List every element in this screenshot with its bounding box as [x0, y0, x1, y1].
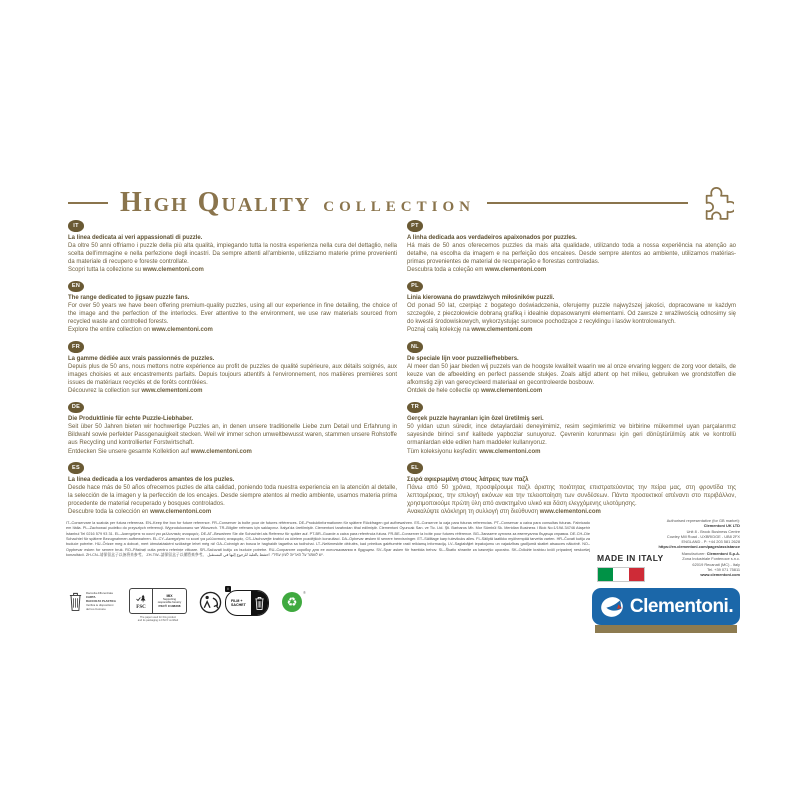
language-badge-it: IT	[68, 220, 84, 232]
block-heading: La linea dedicata ai veri appassionati di puzzle.	[68, 234, 203, 241]
website-url: www.clementoni.com	[150, 509, 212, 516]
link-prefix: Découvrez la collection sur	[68, 388, 142, 394]
website-url: www.clementoni.com	[481, 388, 543, 394]
website-url: www.clementoni.com	[141, 388, 203, 394]
manufacturer-block	[650, 551, 740, 577]
language-block-pt	[407, 220, 736, 275]
block-body: Od ponad 50 lat, czerpiąc z bogatego doświadczenia, oferujemy puzzle najwyższej jakości, dopracowane w każdym szczególe, z pieczołowicie dobraną grafiką i idealnie dopasowanymi elementami. Od zawsze z wrażliwością odnosimy się do kwestii środowiskowych, wykorzystując surowce pochodzące z recyklingu i lasów kontrolowanych.	[407, 303, 736, 326]
uk-representative-block	[596, 518, 740, 550]
fsc-logo	[129, 588, 187, 614]
language-badge-tr: TR	[407, 402, 423, 414]
manufacturer-line: 62019 Recanati (MC) - Italy	[692, 561, 740, 567]
film-sachet-text: FILM + SACHET	[231, 598, 246, 607]
header	[68, 182, 734, 224]
language-block-en	[68, 281, 397, 336]
block-link-line	[68, 448, 397, 457]
title-sub: COLLECTION	[323, 199, 475, 215]
language-badge-en: EN	[68, 281, 84, 293]
manufacturer-line: Zona Industriale Fontenoce s.n.c.	[682, 556, 740, 562]
website-url: www.clementoni.com	[151, 327, 213, 334]
sorting-bin-icon	[251, 591, 268, 615]
language-column-left	[68, 220, 397, 523]
uk-rep-name: Clementoni UK LTD	[703, 523, 740, 529]
language-columns	[68, 220, 736, 523]
block-body: Πάνω από 50 χρόνια, προσφέρουμε παζλ άριστης ποιότητας επιστρατεύοντας την πείρα μας, στη φροντίδα της λεπτομέρειας, την επιλογή εικόνων και την τελειοποίηση των συνδέσεων. Πάντα προσεκτικοί απέναντι στο περιβάλλον, χρησιμοποιούμε πρώτη ύλη από ανακτημένο υλικό και δάση ελεγχόμενης υλοτόμησης.	[407, 484, 736, 508]
italy-flag	[597, 567, 645, 582]
link-prefix: Entdecken Sie unsere gesamte Kollektion auf	[68, 448, 191, 455]
website-url: www.clementoni.com	[479, 448, 541, 455]
block-body: Desde hace más de 50 años ofrecemos puzles de alta calidad, poniendo toda nuestra experiencia en la atención al detalle, la selección de la imagen y la perfección de los encajes. Desde siempre atentos al medio ambiente, usamos materia prima procedente de material recuperado y bosques controlados.	[68, 484, 397, 508]
fsc-acronym: FSC	[136, 604, 146, 610]
link-prefix: Poznaj całą kolekcję na	[407, 327, 472, 334]
website-url: www.clementoni.com	[142, 266, 204, 273]
fsc-license-code: FSC® C108308	[158, 604, 181, 608]
film-sachet-label	[225, 590, 269, 616]
language-badge-es: ES	[68, 462, 84, 474]
block-link-line	[407, 508, 736, 517]
link-prefix: Ανακαλύψτε ολόκληρη τη συλλογή στη διεύθυνση	[407, 509, 540, 516]
website-url: www.clementoni.com	[539, 509, 601, 516]
language-column-right	[407, 220, 736, 523]
language-block-it	[68, 220, 397, 275]
block-link-line	[407, 326, 736, 335]
block-heading: The range dedicated to jigsaw puzzle fans.	[68, 295, 190, 302]
fsc-mix-label: MIX	[166, 594, 173, 598]
manufacturer-prefix: Manufacturer:	[681, 551, 707, 556]
triman-icon	[199, 591, 222, 614]
flag-white-stripe	[613, 568, 628, 581]
website-url: www.clementoni.com	[485, 266, 547, 273]
fsc-tagline: responsible forestry	[157, 601, 182, 604]
block-link-line	[407, 448, 736, 457]
flag-green-stripe	[598, 568, 613, 581]
block-body: Da oltre 50 anni offriamo i puzzle della più alta qualità, impiegando tutta la nostra esperienza nella cura del dettaglio, nella scelta dell'immagine e nella perfezione degli incastri. Da sempre attenti all'ambiente, utilizziamo materie prime provenienti da materiale di recupero e foreste controllate.	[68, 242, 397, 265]
flag-red-stripe	[629, 568, 644, 581]
language-block-es	[68, 462, 397, 517]
manufacturer-line: Tel. +39 071 75811	[707, 566, 740, 572]
link-prefix: Scopri tutta la collezione su	[68, 266, 143, 273]
block-link-line	[68, 326, 397, 335]
uk-rep-line: Unit 8 - Brook Business Centre	[686, 528, 740, 534]
logo-olive-bar	[595, 625, 737, 633]
uk-rep-line: ENGLAND - P: +44 203 581 2628	[681, 539, 740, 545]
block-heading: Linia kierowana do prawdziwych miłośników puzzli.	[407, 295, 555, 302]
language-badge-el: EL	[407, 462, 423, 474]
block-link-line	[407, 266, 736, 275]
clementoni-logo	[592, 588, 740, 633]
block-link-line	[68, 508, 397, 517]
puzzle-piece-icon	[698, 182, 734, 224]
block-body: Seit über 50 Jahren bieten wir hochwertige Puzzles an, in denen unsere traditionelle Liebe zum Detail und Erfahrung in Bildwahl sowie perfekter Passgenauigkeit stecken. Weil wir immer schon umweltbewusst waren, stammen unsere Rohstoffe aus Recycling und kontrollierter Forstwirtschaft.	[68, 424, 397, 447]
language-block-pl	[407, 281, 736, 336]
keep-box-legal-text: IT–Conservare la scatola per futura referenza. EN–Keep the box for future reference. FR–Conserver la boîte pour de futures références. DE–Produktinformationen für spätere Rückfragen gut aufbewahren. ES–Conserve la caja para futuras referencias. PT–Conservar a caixa para consultas futuras. Fabricado em Itália. PL–Zachować pudełko do przyszłych referencji. Wyprodukowano we Włoszech. TR–Bilgiler referans için saklayınız. İtalya'da üretilmiştir. Clementoni tarafından ithal edilmiştir. Clementoni Oyuncak San. ve Tic. Ltd. Şti. Barbaros Mh. Mor Sümbül Sk. Meridian Business I Blok No:1/19A 34746 Ataşehir İstanbul Tel 0216 579 93 31. EL–Διατηρήστε το κουτί για μελλοντικές αναφορές. DE-AT–Bewahren Sie die Schachtel als Referenz für später auf. PT-BR–Guarde a caixa para referência futura. FR-BE–Conserver la boîte pour futures référence. BG–Запазете кутията за евентуална бъдеща справка. DE-CH–Die Schachtel für spätere Bezugnahmen aufbewahren. EL-CY–Διατηρήστε το κουτί για μελλοντικές αναφορές. CS–Uschovejte krabici za účelem pozdějších konzultací. DA–Opbevar æsken til senere henvisninger. ET–Säilitage karp tulevikuks alles. FI–Säilytä laatikko myöhempää tarvetta varten. HR–Čuvati kutiju za buduće potrebe. HU–Őrizze meg a dobozt, mert útmutatásként szüksége lehet még rá! GA–Coinnigh an bosca le haghaidh tagartha sa todhchaí. LT–Neišmeskite dėžutės, kad prireikus galėtumėte rasti reikiamą informaciją. LV–Saglabājiet iepakojumu un vajadzības gadījumā skatiet atsauces nākotnē. NO–Oppbevar esken for senere bruk. RO–Păstrați cutia pentru referințe viitoare. SR–Sačuvati kutiju za buduće potrebe. RU–Сохраните коробку для ее использования в будущем. SV–Spar asken för framtida behov. SL–Škatlo shranite za kasnejšo uporabo. SK–Odložte krabicu kvôli prípadnej neskoršej konzultácii. ZH-CN–请保留盒子以备将来参考。 ZH-TW–請保留盒子以備將來參考。 יש לשמור על האריזה לעיון עתידי. احتفظ بالعلبة للرجوع إليها في المستقبل.	[66, 521, 590, 557]
title-rule-left	[68, 202, 108, 204]
title-rule-right	[487, 202, 688, 204]
fsc-logo-right	[153, 589, 186, 613]
caption-line: The paper used for this product	[139, 616, 177, 619]
block-body: Depuis plus de 50 ans, nous mettons notre expérience au profit de puzzles de qualité supérieure, aux détails soignés, aux images choisies et aux encastrements parfaits. Depuis toujours attentifs à l'environnement, nos matières premières sont issues de matériaux recyclés et de forêts contrôlées.	[68, 363, 397, 386]
manufacturer-name: Clementoni S.p.A.	[706, 551, 740, 556]
website-url: www.clementoni.com	[190, 448, 252, 455]
block-body: 50 yıldan uzun süredir, ince detaylardaki deneyimimiz, resim seçimlerimiz ve birbirine mükemmel uyan parçalarımız sayesinde birinci sınıf kalitede yapbozlar sunuyoruz. Çevrenin korunması için geri dönüştürülmüş atık ve kontrollü ormanlardan elde edilen ham maddeler kullanıyoruz.	[407, 424, 736, 447]
page-title	[120, 187, 475, 219]
fsc-tagline: Supporting	[163, 598, 176, 601]
language-block-de	[68, 402, 397, 457]
registered-mark: ®	[303, 590, 306, 595]
clementoni-logo-plate	[592, 588, 740, 625]
block-link-line	[68, 266, 397, 275]
block-heading: Σειρά αφιερωμένη στους λάτρεις των παζλ	[407, 476, 529, 483]
trash-bin-icon	[68, 590, 83, 613]
link-prefix: Explore the entire collection on	[68, 327, 152, 334]
block-body: Al meer dan 50 jaar bieden wij puzzels van de hoogste kwaliteit waarin we al onze ervaring leggen: de zorg voor details, de keuze van de afbeelding en perfect passende stukjes. Zoals altijd attent op het milieu, gebruiken we grondstoffen die afkomstig zijn van gerecycleerd materiaal en gecontroleerde bosbouw.	[407, 363, 736, 386]
waste-sorting-label	[68, 590, 116, 613]
link-prefix: Descubra toda a coleção em	[407, 266, 486, 273]
fsc-logo-left	[130, 589, 153, 613]
block-heading: A linha dedicada aos verdadeiros apaixonados por puzzles.	[407, 234, 577, 241]
block-heading: Die Produktlinie für echte Puzzle-Liebhaber.	[68, 416, 194, 423]
made-in-italy-label: MADE IN ITALY	[597, 553, 664, 563]
fsc-caption	[129, 616, 187, 623]
language-badge-nl: NL	[407, 341, 423, 353]
caption-line: and its packaging is FSC® certified	[137, 619, 179, 623]
block-body: Há mais de 50 anos oferecemos puzzles da mais alta qualidade, utilizando toda a nossa experiência na atenção ao detalhe, na escolha da imagem e na perfeição dos encaixes. Desde sempre atentos ao ambiente, utilizamos matérias-primas provenientes de material de recuperação e florestas controladas.	[407, 242, 736, 265]
caption-line: CARTA	[86, 594, 96, 599]
assistance-url: https://en.clementoni.com/pages/assistance	[658, 544, 740, 550]
language-badge-de: DE	[68, 402, 84, 414]
language-badge-pt: PT	[407, 220, 423, 232]
caption-line: Raccolta differenziata	[86, 591, 113, 595]
block-heading: La línea dedicada a los verdaderos amantes de los puzles.	[68, 476, 235, 483]
block-heading: La gamme dédiée aux vrais passionnés de puzzles.	[68, 355, 215, 362]
language-block-el	[407, 462, 736, 517]
uk-rep-line: Authorised representative (for GB market):	[666, 518, 740, 523]
link-prefix: Descubre toda la colección en	[68, 509, 151, 516]
block-heading: De speciale lijn voor puzzelliefhebbers.	[407, 355, 519, 362]
language-block-nl	[407, 341, 736, 396]
clementoni-logo-mark-icon	[599, 595, 625, 619]
fsc-certification	[129, 588, 187, 623]
title-main: High Quality	[120, 187, 312, 218]
waste-sorting-caption	[86, 590, 116, 613]
caption-line: del tuo Comune	[86, 606, 106, 611]
clementoni-logo-text: Clementoni.	[629, 595, 734, 617]
block-link-line	[407, 387, 736, 396]
website-url: www.clementoni.com	[471, 327, 533, 334]
block-heading: Gerçek puzzle hayranları için özel üretilmiş seri.	[407, 416, 544, 423]
uk-rep-line: Cowley Mill Road - UXBRIDGE - UB8 2FX	[666, 533, 740, 539]
fsc-tree-icon	[135, 593, 147, 605]
language-badge-fr: FR	[68, 341, 84, 353]
language-block-fr	[68, 341, 397, 396]
language-block-tr	[407, 402, 736, 457]
block-link-line	[68, 387, 397, 396]
block-body: For over 50 years we have been offering premium-quality puzzles, using all our experience in fine detailing, the choice of the image and the perfection of the interlocks. Ever attentive to the environment, we use raw materials sourced from recycled waste and controlled forests.	[68, 303, 397, 326]
manufacturer-url: www.clementoni.com	[700, 572, 740, 578]
link-prefix: Ontdek de hele collectie op	[407, 388, 482, 394]
caption-line: RACCOLTA PLASTICA	[86, 598, 116, 603]
link-prefix: Tüm koleksiyonu keşfedin:	[407, 448, 480, 455]
green-dot-icon: ♻	[282, 592, 302, 612]
info-tri-marker: i	[225, 586, 231, 592]
caption-line: Verifica le disposizioni	[86, 602, 114, 607]
language-badge-pl: PL	[407, 281, 423, 293]
